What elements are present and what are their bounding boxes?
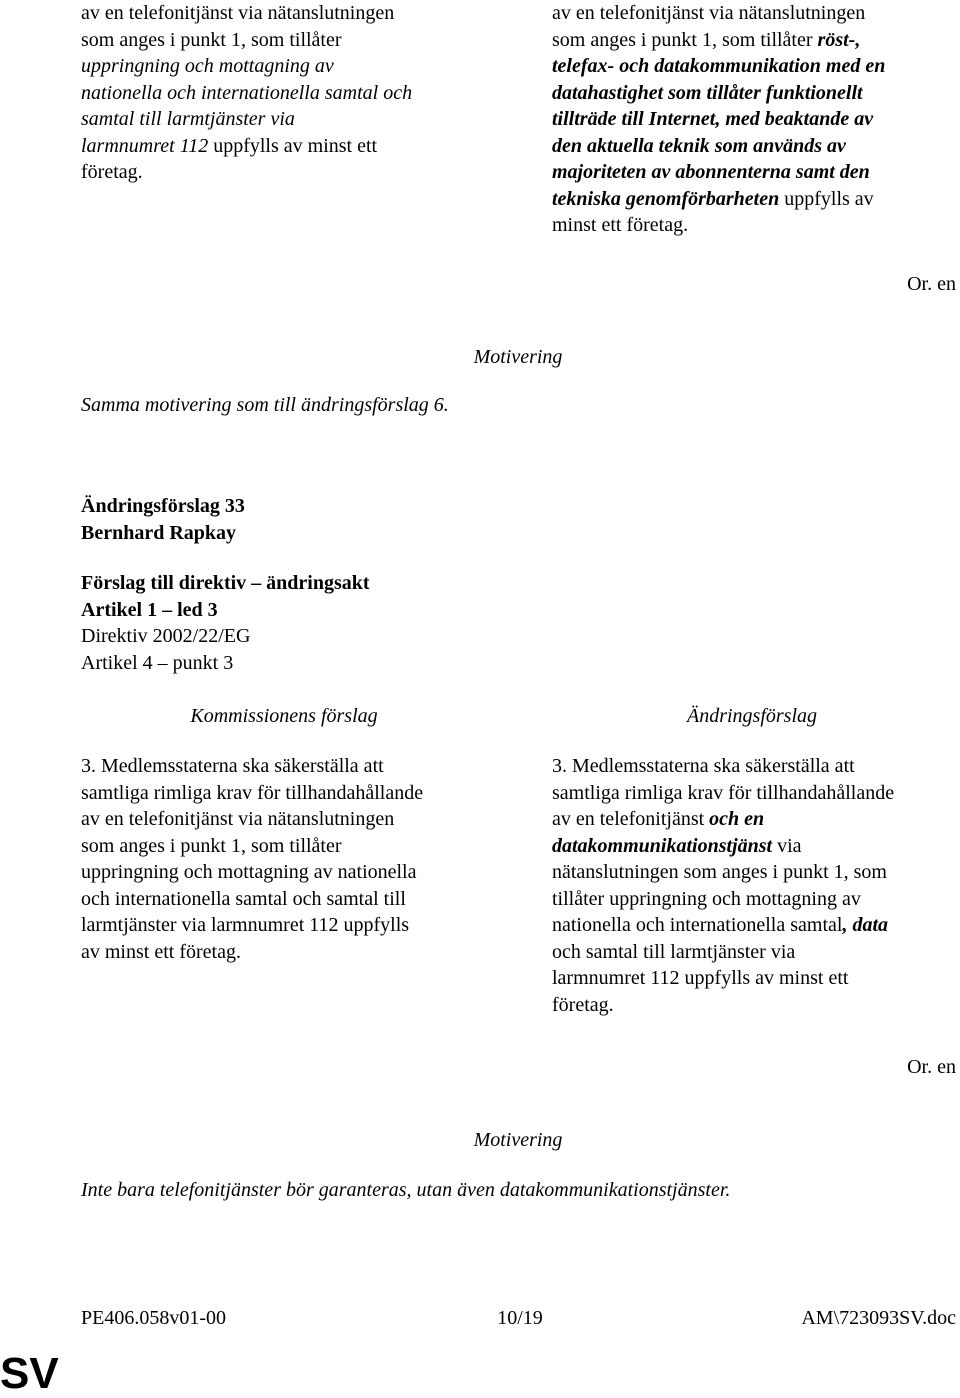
text-run: nationella och internationella samtal och bbox=[81, 81, 413, 104]
text-line bbox=[552, 159, 952, 186]
text-run: och samtal till larmtjänster via bbox=[552, 940, 796, 963]
text-run: larmnumret 112 uppfylls av minst ett bbox=[552, 967, 849, 989]
text-run: minst ett företag. bbox=[552, 214, 689, 236]
text-run: som anges i punkt 1, som tillåter bbox=[552, 28, 818, 51]
text-line bbox=[552, 212, 952, 239]
text-line bbox=[552, 992, 952, 1019]
text-run: av minst ett företag. bbox=[81, 940, 241, 963]
text-line bbox=[81, 106, 501, 133]
text-line bbox=[552, 859, 952, 886]
text-run: röst-, bbox=[817, 28, 861, 51]
text-run: nätanslutningen som anges i punkt 1, som bbox=[552, 861, 887, 883]
text-line bbox=[552, 0, 952, 27]
top-right-text bbox=[552, 0, 952, 239]
proposal-type: Förslag till direktiv – ändringsakt bbox=[81, 572, 370, 594]
article-point-reference: Artikel 4 – punkt 3 bbox=[81, 652, 234, 674]
justification-text-1: Samma motivering som till ändringsförslag 6. bbox=[81, 394, 449, 416]
text-line bbox=[81, 80, 501, 107]
text-run: den aktuella teknik som används av bbox=[552, 134, 846, 157]
text-run: datakommunikationstjänst bbox=[552, 834, 773, 857]
text-run: som anges i punkt 1, som tillåter bbox=[81, 28, 342, 51]
text-run: uppringning och mottagning av bbox=[81, 55, 334, 77]
text-line bbox=[552, 965, 952, 992]
text-run: tillåter uppringning och mottagning av bbox=[552, 887, 861, 910]
text-line bbox=[552, 886, 952, 913]
or-label-2: Or. en bbox=[907, 1056, 956, 1078]
language-code: SV bbox=[0, 1349, 59, 1398]
text-run: av en telefonitjänst bbox=[552, 808, 710, 830]
text-run: samtliga rimliga krav för tillhandahållande bbox=[552, 781, 895, 804]
amendment-number: Ändringsförslag 33 bbox=[81, 495, 245, 517]
text-run: uppringning och mottagning av nationella bbox=[81, 861, 417, 883]
text-line bbox=[81, 859, 501, 886]
text-line bbox=[552, 753, 952, 780]
text-run: , data bbox=[842, 914, 889, 936]
justification-heading-1: Motivering bbox=[473, 346, 563, 368]
directive-reference: Direktiv 2002/22/EG bbox=[81, 625, 251, 647]
text-line bbox=[81, 0, 501, 27]
text-run: företag. bbox=[552, 993, 614, 1016]
text-line bbox=[81, 886, 501, 913]
text-line bbox=[81, 912, 501, 939]
justification-text-2: Inte bara telefonitjänster bör garanteras, utan även datakommunikationstjänster. bbox=[81, 1179, 731, 1201]
text-run: samtliga rimliga krav för tillhandahållande bbox=[81, 781, 424, 804]
text-run: larmtjänster via larmnumret 112 uppfylls bbox=[81, 914, 410, 936]
footer-file-name: AM\723093SV.doc bbox=[801, 1307, 956, 1329]
text-run: datahastighet som tillåter funktionellt bbox=[552, 81, 863, 104]
amendment-text bbox=[552, 753, 952, 1018]
text-run: 3. Medlemsstaterna ska säkerställa att bbox=[552, 755, 855, 777]
commission-proposal-header: Kommissionens förslag bbox=[190, 705, 378, 727]
text-run: som anges i punkt 1, som tillåter bbox=[81, 834, 342, 857]
text-line bbox=[552, 27, 952, 54]
text-line bbox=[552, 133, 952, 160]
text-run: av en telefonitjänst via nätanslutningen bbox=[552, 2, 866, 24]
text-run: uppfylls av bbox=[779, 187, 874, 210]
text-line bbox=[81, 53, 501, 80]
text-line bbox=[552, 53, 952, 80]
text-line bbox=[552, 106, 952, 133]
text-line bbox=[81, 780, 501, 807]
text-line bbox=[81, 159, 501, 186]
text-run: tillträde till Internet, med beaktande av bbox=[552, 108, 874, 130]
text-line bbox=[552, 186, 952, 213]
text-line bbox=[552, 833, 952, 860]
commission-proposal-text bbox=[81, 753, 501, 965]
text-line bbox=[81, 833, 501, 860]
amendment-author: Bernhard Rapkay bbox=[81, 522, 237, 544]
text-line bbox=[552, 780, 952, 807]
text-run: via bbox=[772, 834, 802, 857]
text-line bbox=[81, 133, 501, 160]
justification-heading-2: Motivering bbox=[473, 1129, 563, 1151]
text-line bbox=[81, 753, 501, 780]
text-run: av en telefonitjänst via nätanslutningen bbox=[81, 808, 395, 830]
footer-page-number: 10/19 bbox=[497, 1307, 543, 1329]
text-run: 3. Medlemsstaterna ska säkerställa att bbox=[81, 755, 384, 777]
text-line bbox=[552, 912, 952, 939]
text-line bbox=[552, 806, 952, 833]
text-run: larmnumret 112 bbox=[81, 134, 209, 157]
top-left-text bbox=[81, 0, 501, 186]
text-line bbox=[552, 939, 952, 966]
text-run: av en telefonitjänst via nätanslutningen bbox=[81, 2, 395, 24]
text-line bbox=[552, 80, 952, 107]
article-reference: Artikel 1 – led 3 bbox=[81, 599, 218, 621]
text-line bbox=[81, 806, 501, 833]
or-label-1: Or. en bbox=[907, 273, 956, 295]
text-run: och en bbox=[709, 808, 765, 830]
footer-doc-ref: PE406.058v01-00 bbox=[81, 1307, 226, 1329]
text-run: nationella och internationella samtal bbox=[552, 914, 843, 936]
amendment-header: Ändringsförslag bbox=[686, 705, 818, 727]
text-run: tekniska genomförbarheten bbox=[552, 187, 780, 210]
text-run: och internationella samtal och samtal till bbox=[81, 887, 406, 910]
text-line bbox=[81, 27, 501, 54]
text-run: uppfylls av minst ett bbox=[208, 134, 378, 157]
text-line bbox=[81, 939, 501, 966]
text-run: telefax- och datakommunikation med en bbox=[552, 55, 886, 77]
text-run: företag. bbox=[81, 161, 143, 183]
text-run: samtal till larmtjänster via bbox=[81, 108, 295, 130]
text-run: majoriteten av abonnenterna samt den bbox=[552, 161, 870, 183]
